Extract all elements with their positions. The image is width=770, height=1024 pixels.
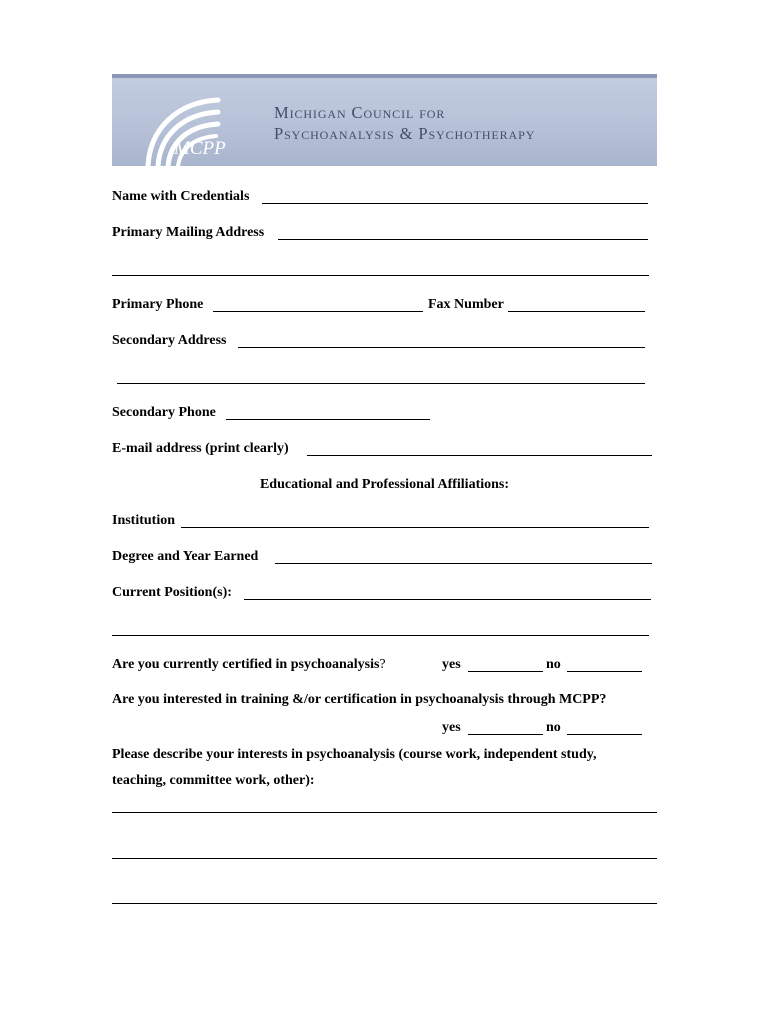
training-no-label: no — [546, 720, 561, 735]
certified-no-label: no — [546, 657, 561, 672]
primary-phone-line[interactable] — [213, 311, 423, 312]
interests-prompt-line-2: teaching, committee work, other): — [112, 773, 315, 788]
current-position-line[interactable] — [244, 599, 651, 600]
institution-label: Institution — [112, 513, 176, 528]
degree-year-label: Degree and Year Earned — [112, 549, 259, 564]
training-question: Are you interested in training &/or certification in psychoanalysis through MCPP? — [112, 692, 607, 707]
current-position-line-2[interactable] — [112, 635, 649, 636]
email-address-line[interactable] — [307, 455, 652, 456]
name-credentials-line[interactable] — [262, 203, 648, 204]
secondary-address-line-2[interactable] — [117, 383, 645, 384]
mcpp-logo — [118, 80, 268, 166]
primary-mailing-address-line-2[interactable] — [112, 275, 649, 276]
certified-no-line[interactable] — [567, 671, 642, 672]
fax-number-line[interactable] — [508, 311, 645, 312]
interests-line-1[interactable] — [112, 812, 657, 813]
degree-year-line[interactable] — [275, 563, 652, 564]
certified-question: Are you currently certified in psychoanalysis? — [112, 657, 386, 672]
interests-prompt-line-1: Please describe your interests in psychoanalysis (course work, independent study, — [112, 747, 597, 762]
secondary-address-line[interactable] — [238, 347, 645, 348]
training-no-line[interactable] — [567, 734, 642, 735]
institution-line[interactable] — [181, 527, 649, 528]
org-name-line-2: Psychoanalysis & Psychotherapy — [274, 124, 536, 143]
primary-phone-label: Primary Phone — [112, 297, 204, 312]
certified-yes-line[interactable] — [468, 671, 543, 672]
secondary-address-label: Secondary Address — [112, 333, 227, 348]
interests-line-2[interactable] — [112, 858, 657, 859]
org-name-line-1: Michigan Council for — [274, 103, 446, 122]
banner-top-border — [112, 74, 657, 78]
current-position-label: Current Position(s): — [112, 585, 232, 600]
interests-line-3[interactable] — [112, 903, 657, 904]
secondary-phone-line[interactable] — [226, 419, 430, 420]
header-banner — [112, 74, 657, 166]
fax-number-label: Fax Number — [428, 297, 504, 312]
secondary-phone-label: Secondary Phone — [112, 405, 216, 420]
primary-mailing-address-line[interactable] — [278, 239, 648, 240]
certified-yes-label: yes — [442, 657, 461, 672]
affiliations-heading: Educational and Professional Affiliations: — [259, 477, 510, 492]
training-yes-label: yes — [442, 720, 461, 735]
logo-lettering: MCPP — [174, 138, 226, 159]
training-yes-line[interactable] — [468, 734, 543, 735]
organization-name — [274, 102, 535, 144]
name-credentials-label: Name with Credentials — [112, 189, 250, 204]
email-address-label: E-mail address (print clearly) — [112, 441, 289, 456]
primary-mailing-address-label: Primary Mailing Address — [112, 225, 265, 240]
